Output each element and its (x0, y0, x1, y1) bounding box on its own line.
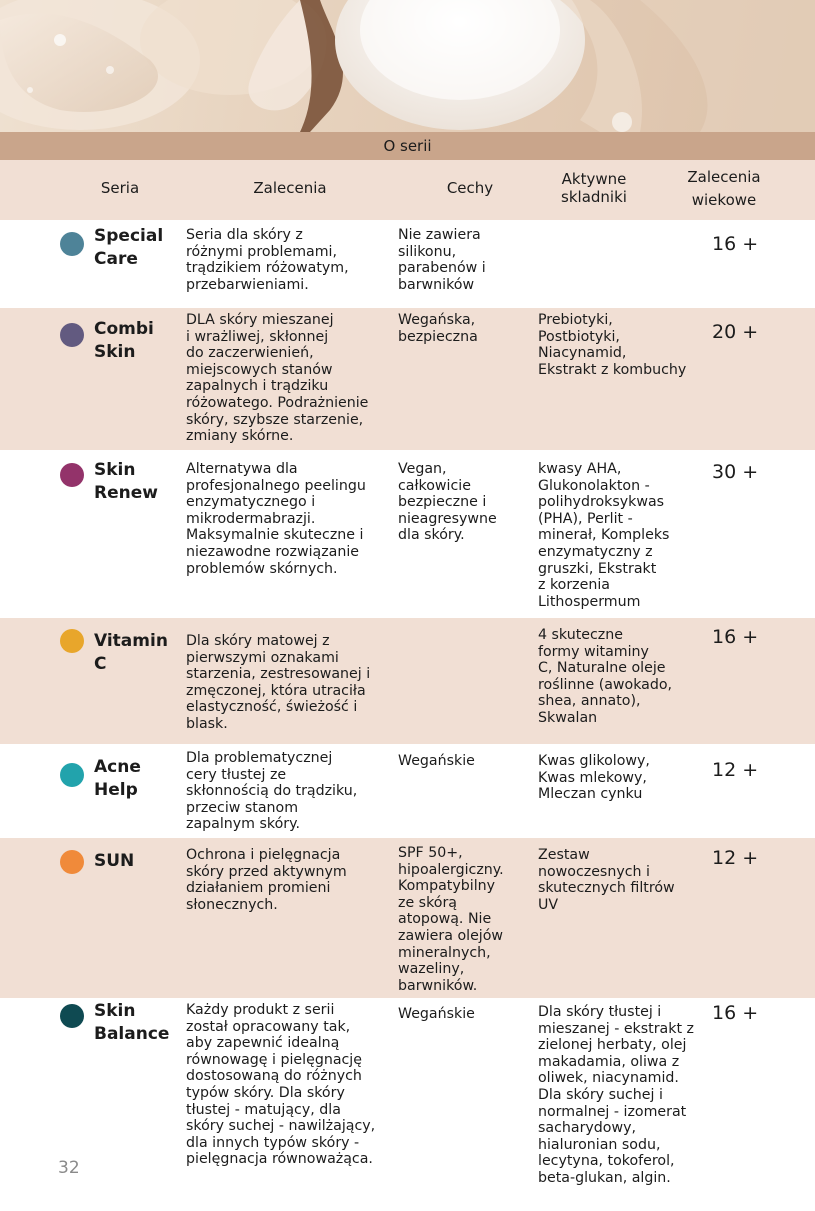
recommendation-text: Dla problematycznej cery tłustej ze skłonnością do trądziku, przeciw stanom zapalnym skóry. (186, 750, 358, 833)
header-zalecenia: Zalecenia (253, 179, 327, 197)
series-name: Skin Renew (94, 460, 158, 503)
hero-image (0, 0, 815, 132)
age-recommendation: 16 + (712, 233, 759, 255)
series-color-dot (60, 763, 84, 787)
cosmetic-texture-illustration (0, 0, 815, 132)
recommendation-text: Alternatywa dla profesjonalnego peelingu enzymatycznego i mikrodermabrazji. Maksymalnie skuteczne i niezawodne rozwiązanie problemów skórnych. (186, 461, 366, 577)
age-recommendation: 12 + (712, 847, 759, 869)
active-ingredients-text: kwasy AHA, Glukonolakton - polihydroksykwas (PHA), Perlit - minerał, Kompleks enzymatyczny z gruszki, Ekstrakt z korzenia Lithospermum (538, 461, 670, 610)
series-name: Combi Skin (94, 319, 154, 362)
table-row (0, 838, 815, 998)
section-title-bar (0, 132, 815, 160)
header-seria: Seria (100, 179, 140, 197)
table-row (0, 998, 815, 1211)
series-color-dot (60, 463, 84, 487)
table-header (0, 160, 815, 220)
features-text: SPF 50+, hipoalergiczny. Kompatybilny ze skórą atopową. Nie zawiera olejów mineralnych, wazeliny, barwników. (398, 845, 504, 994)
age-recommendation: 16 + (712, 1002, 759, 1024)
active-ingredients-text: 4 skuteczne formy witaminy C, Naturalne oleje roślinne (awokado, shea, annato), Skwalan (538, 627, 673, 726)
recommendation-text: DLA skóry mieszanej i wrażliwej, skłonnej do zaczerwienień, miejscowych stanów zapalnych i trądziku różowatego. Podrażnienie skóry, szybsze starzenie, zmiany skórne. (186, 312, 369, 445)
series-name: Skin Balance (94, 1001, 170, 1044)
page-number: 32 (58, 1158, 80, 1178)
recommendation-text: Dla skóry matowej z pierwszymi oznakami starzenia, zestresowanej i zmęczonej, która utraciła elastyczność, świeżość i blask. (186, 633, 371, 732)
age-recommendation: 12 + (712, 759, 759, 781)
series-color-dot (60, 629, 84, 653)
age-recommendation: 20 + (712, 321, 759, 343)
features-text: Wegańska, bezpieczna (398, 312, 478, 345)
series-color-dot (60, 1004, 84, 1028)
features-text: Nie zawiera silikonu, parabenów i barwników (398, 227, 486, 293)
age-recommendation: 30 + (712, 461, 759, 483)
active-ingredients-text: Dla skóry tłustej i mieszanej - ekstrakt z zielonej herbaty, olej makadamia, oliwa z oliwek, niacynamid. Dla skóry suchej i normalnej - izomerat sacharydowy, hialuronian sodu, lecytyna, tokoferol, beta-glukan, algin. (538, 1004, 694, 1186)
table-row (0, 618, 815, 744)
series-color-dot (60, 232, 84, 256)
table-row (0, 450, 815, 618)
table-row (0, 220, 815, 308)
series-name: Vitamin C (94, 631, 168, 674)
features-text: Vegan, całkowicie bezpieczne i nieagresywne dla skóry. (398, 461, 497, 544)
series-name: Acne Help (94, 757, 141, 800)
header-cechy: Cechy (446, 179, 494, 197)
series-name: SUN (94, 851, 135, 871)
recommendation-text: Ochrona i pielęgnacja skóry przed aktywnym działaniem promieni słonecznych. (186, 847, 347, 913)
header-zalecenia-wiekowe: Zalecenia wiekowe (687, 168, 761, 209)
active-ingredients-text: Zestaw nowoczesnych i skutecznych filtrów UV (538, 847, 675, 913)
features-text: Wegańskie (398, 1006, 475, 1022)
active-ingredients-text: Kwas glikolowy, Kwas mlekowy, Mleczan cynku (538, 753, 650, 803)
features-text: Wegańskie (398, 753, 475, 769)
table-row (0, 308, 815, 450)
table-row (0, 744, 815, 838)
header-aktywne-skladniki: Aktywne skladniki (561, 170, 627, 206)
age-recommendation: 16 + (712, 626, 759, 648)
active-ingredients-text: Prebiotyki, Postbiotyki, Niacynamid, Ekstrakt z kombuchy (538, 312, 687, 378)
series-color-dot (60, 850, 84, 874)
series-name: Special Care (94, 226, 164, 269)
recommendation-text: Seria dla skóry z różnymi problemami, trądzikiem różowatym, przebarwieniami. (186, 227, 349, 293)
section-title: O serii (383, 137, 432, 155)
series-color-dot (60, 323, 84, 347)
recommendation-text: Każdy produkt z serii został opracowany tak, aby zapewnić idealną równowagę i pielęgnację dostosowaną do różnych typów skóry. Dla skóry tłustej - matujący, dla skóry suchej - nawilżający, dla innych typów skóry - pielęgnacja równoważąca. (186, 1002, 376, 1168)
